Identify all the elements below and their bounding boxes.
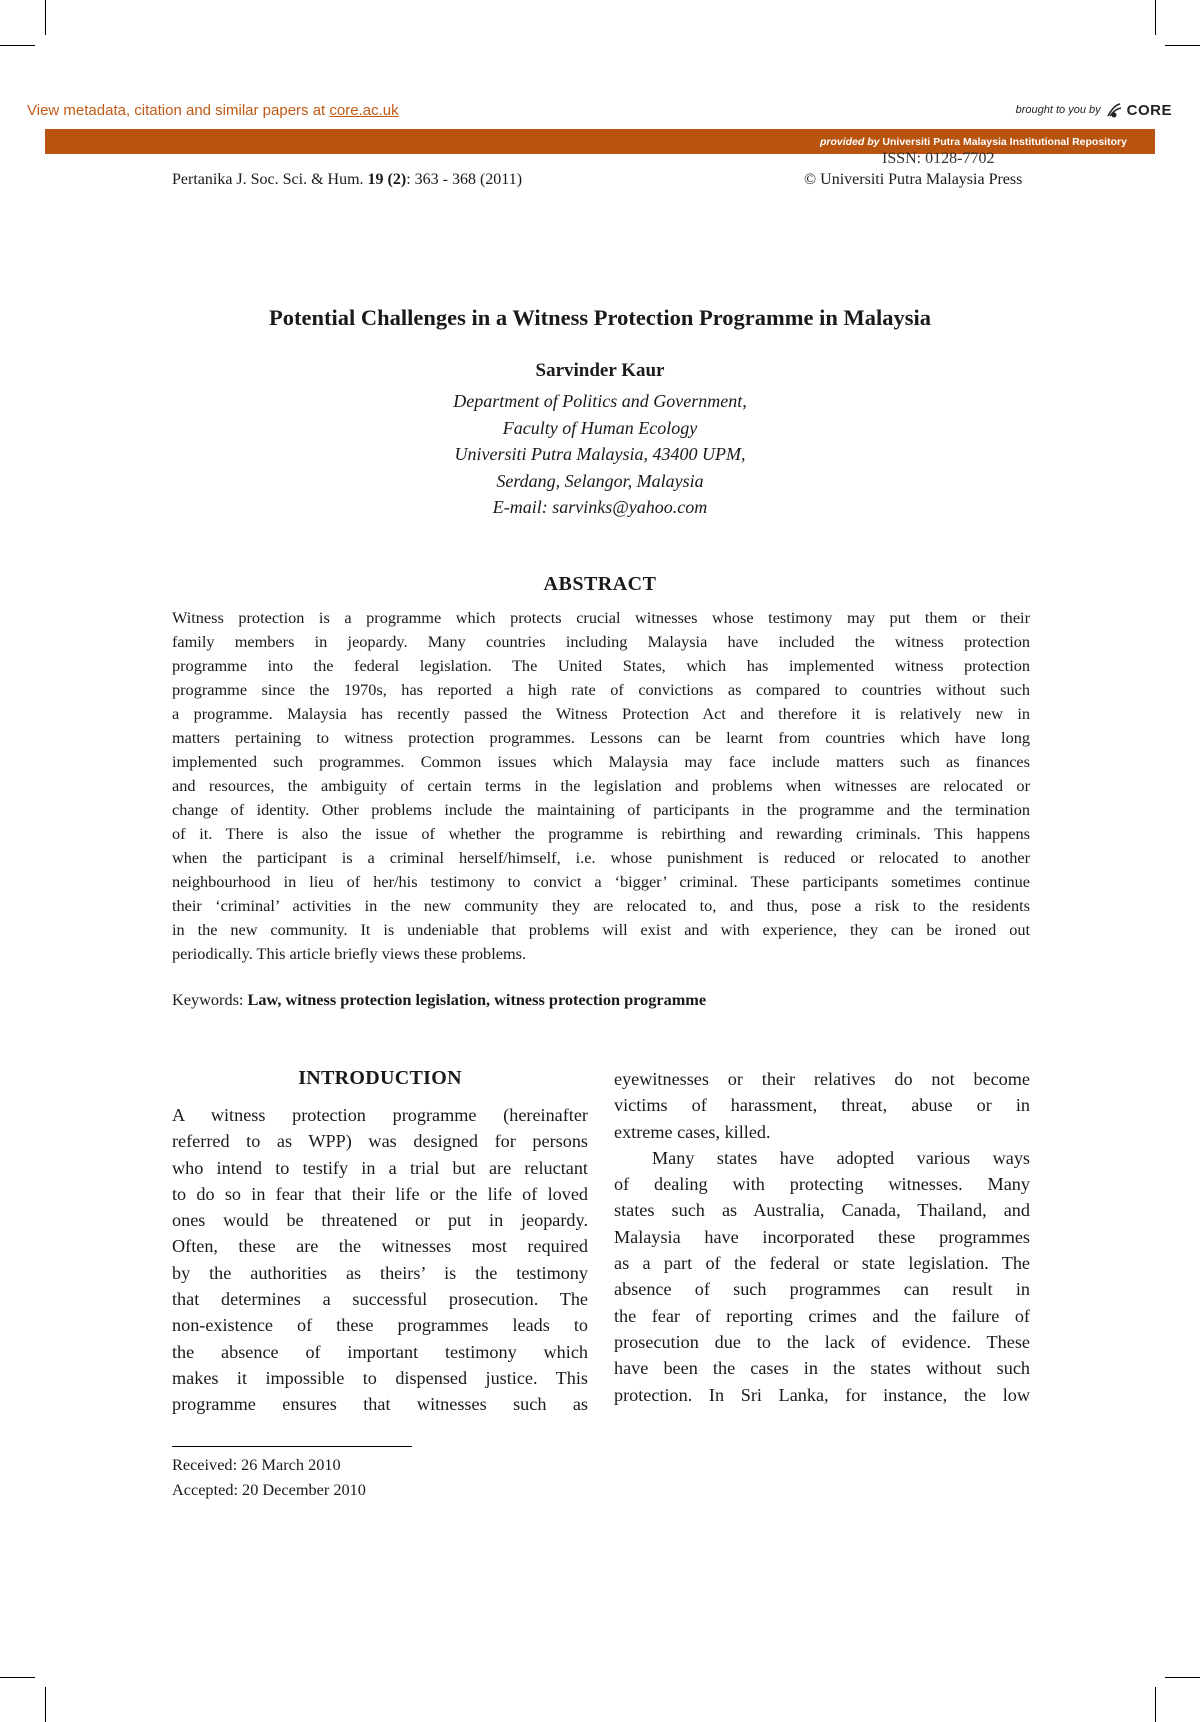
affiliation-line: Faculty of Human Ecology: [502, 417, 698, 438]
journal-name: Pertanika J. Soc. Sci. & Hum.: [172, 171, 368, 188]
journal-citation: [172, 171, 522, 189]
author-affiliation: [0, 388, 1200, 521]
core-logo-icon: [1105, 101, 1123, 119]
intro-line: Many states have adopted various ways: [652, 1147, 1030, 1168]
affiliation-line: Department of Politics and Government,: [453, 391, 747, 411]
intro-line: who intend to testify in a trial but are reluctant: [172, 1157, 588, 1178]
abstract-line: when the participant is a criminal herself/himself, i.e. whose punishment is reduced or relocated to another: [172, 848, 1030, 867]
crop-mark-top-right-h: [1165, 45, 1200, 46]
intro-line: states such as Australia, Canada, Thailand, and: [614, 1200, 1030, 1221]
intro-line: ones would be threatened or put in jeopardy.: [172, 1210, 588, 1231]
received-date: Received: 26 March 2010: [172, 1455, 341, 1474]
intro-line: A witness protection programme (hereinafter: [172, 1105, 588, 1125]
abstract-line: neighbourhood in lieu of her/his testimony to convict a ‘bigger’ criminal. These participants sometimes continue: [172, 872, 1030, 891]
crop-mark-top-left: [45, 0, 46, 35]
keywords-label: Keywords:: [172, 990, 244, 1009]
crop-mark-bottom-right-h: [1165, 1677, 1200, 1678]
abstract-line: Witness protection is a programme which protects crucial witnesses whose testimony may put them or their: [172, 608, 1030, 627]
core-label: CORE: [1126, 101, 1172, 119]
intro-line: prosecution due to the lack of evidence. These: [614, 1331, 1030, 1352]
abstract-line: of it. There is also the issue of whether the programme is rebirthing and rewarding criminals. This happens: [172, 824, 1030, 843]
footnote: [172, 1452, 366, 1502]
journal-pages: : 363 - 368 (2011): [406, 171, 523, 188]
abstract-line: periodically. This article briefly views these problems.: [172, 944, 527, 963]
crop-mark-bottom-left-h: [0, 1677, 35, 1678]
intro-line: Malaysia have incorporated these programmes: [614, 1226, 1030, 1247]
abstract-body: [172, 606, 1030, 966]
core-metadata-text: [27, 102, 399, 119]
abstract-line: programme since the 1970s, has reported a high rate of convictions as compared to countries without such: [172, 680, 1030, 699]
abstract-line: change of identity. Other problems include the maintaining of participants in the programme and the termination: [172, 800, 1030, 819]
brought-to-you-text: brought to you by: [1015, 104, 1101, 116]
intro-line: that determines a successful prosecution. The: [172, 1289, 588, 1310]
accepted-date: Accepted: 20 December 2010: [172, 1480, 366, 1499]
intro-line: the absence of important testimony which: [172, 1341, 588, 1362]
affiliation-line: Serdang, Selangor, Malaysia: [496, 470, 704, 491]
intro-line: have been the cases in the states without such: [614, 1358, 1030, 1379]
intro-line: non-existence of these programmes leads to: [172, 1315, 588, 1336]
author-name: Sarvinder Kaur: [535, 360, 665, 381]
abstract-line: matters pertaining to witness protection programmes. Lessons can be learnt from countries which have long: [172, 728, 1030, 747]
publisher: © Universiti Putra Malaysia Press: [804, 171, 1023, 188]
provided-repository: Universiti Putra Malaysia Institutional Repository: [879, 136, 1127, 148]
intro-line: by the authorities as theirs’ is the testimony: [172, 1262, 588, 1283]
abstract-line: and resources, the ambiguity of certain terms in the legislation and problems when witnesses are relocated or: [172, 776, 1030, 795]
intro-line: makes it impossible to dispensed justice. This: [172, 1367, 588, 1388]
abstract-line: programme into the federal legislation. The United States, which has implemented witness protection: [172, 656, 1030, 675]
intro-line: extreme cases, killed.: [614, 1121, 771, 1142]
intro-right-column: [614, 1066, 1030, 1408]
brought-by-core[interactable]: [1016, 101, 1172, 119]
intro-line: the fear of reporting crimes and the failure of: [614, 1305, 1030, 1326]
crop-mark-top-left-h: [0, 45, 35, 46]
abstract-line: family members in jeopardy. Many countries including Malaysia have included the witness protection: [172, 632, 1030, 651]
footnote-rule: [172, 1446, 412, 1447]
author-email[interactable]: E-mail: sarvinks@yahoo.com: [492, 497, 708, 517]
intro-line: protection. In Sri Lanka, for instance, the low: [614, 1384, 1030, 1405]
intro-line: of dealing with protecting witnesses. Many: [614, 1174, 1030, 1195]
journal-volume: 19 (2): [367, 171, 407, 188]
introduction-heading: INTRODUCTION: [298, 1067, 462, 1089]
intro-line: victims of harassment, threat, abuse or in: [614, 1095, 1030, 1116]
crop-mark-bottom-left: [45, 1687, 46, 1722]
keywords-terms: Law, witness protection legislation, witness protection programme: [243, 990, 707, 1009]
crop-mark-top-right: [1155, 0, 1156, 35]
provided-prefix: provided by: [820, 136, 880, 148]
paper-title: Potential Challenges in a Witness Protection Programme in Malaysia: [268, 305, 932, 330]
core-link[interactable]: core.ac.uk: [329, 102, 399, 119]
intro-line: programme ensures that witnesses such as: [172, 1394, 588, 1415]
intro-left-column: [172, 1102, 588, 1418]
abstract-heading: ABSTRACT: [543, 573, 657, 595]
abstract-line: in the new community. It is undeniable that problems will exist and with experience, they can be ironed out: [172, 920, 1030, 939]
intro-line: Often, these are the witnesses most required: [172, 1236, 588, 1257]
intro-line: absence of such programmes can result in: [614, 1279, 1030, 1300]
abstract-line: a programme. Malaysia has recently passed the Witness Protection Act and therefore it is relatively new in: [172, 704, 1030, 723]
crop-mark-bottom-right: [1155, 1687, 1156, 1722]
intro-line: as a part of the federal or state legislation. The: [614, 1253, 1030, 1274]
keywords: [172, 990, 706, 1010]
intro-line: to do so in fear that their life or the life of loved: [172, 1183, 588, 1204]
provided-by-text[interactable]: [820, 136, 1155, 150]
core-view-text: View metadata, citation and similar papers at: [27, 102, 330, 119]
abstract-line: implemented such programmes. Common issues which Malaysia may face include matters such as finances: [172, 752, 1030, 771]
affiliation-line: Universiti Putra Malaysia, 43400 UPM,: [454, 444, 746, 464]
issn: ISSN: 0128-7702: [882, 150, 995, 167]
intro-line: eyewitnesses or their relatives do not become: [614, 1069, 1030, 1089]
intro-line: referred to as WPP) was designed for persons: [172, 1131, 588, 1152]
abstract-line: their ‘criminal’ activities in the new community they are relocated to, and thus, pose a risk to the residents: [172, 896, 1030, 915]
